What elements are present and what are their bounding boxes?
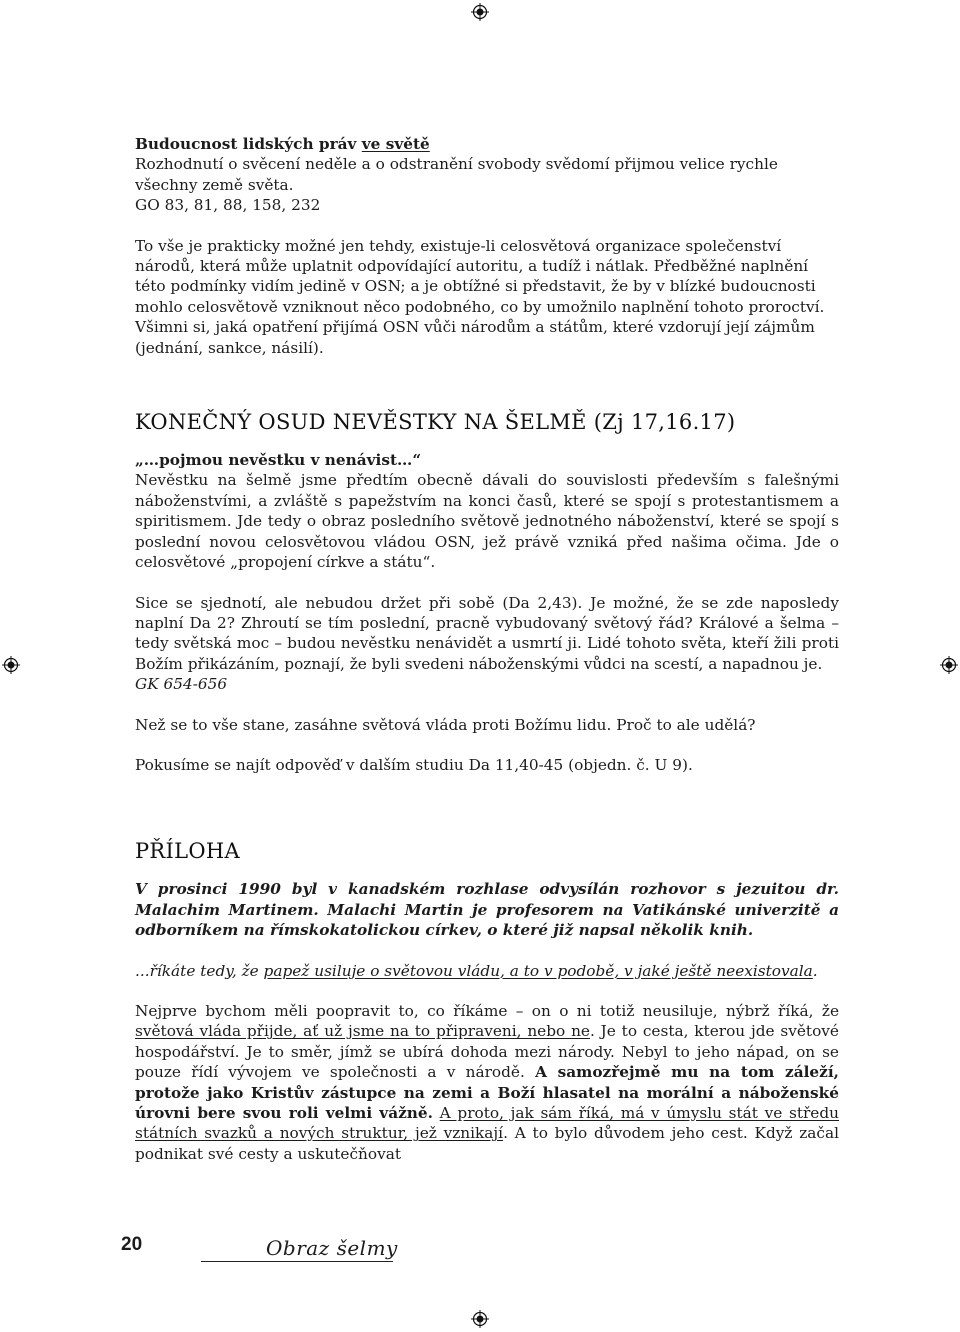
- registration-mark-top-icon: [471, 3, 489, 21]
- paragraph-sjednoti: Sice se sjednotí, ale nebudou držet při sobě (Da 2,43). Je možné, že se zde naposledy naplní Da 2? Zhroutí se tím poslední, pracně vybudovaný světový řád? Králové a šelma – tedy světská moc – budou nevěstku nenávidět a usmrtí ji. Lidé tohoto světa, kteří žili proti Božím přikázáním, poznají, že byli svedeni náboženskými vůdci na scestí, a napadnou je.: [135, 593, 839, 673]
- paragraph-nevestka: Nevěstku na šelmě jsme předtím obecně dávali do souvislosti především s falešnými náboženstvími, a zvláště s papežstvím na konci časů, které se spojí s protestantismem a spiritismem. Jde tedy o obraz posledního světově jednotného náboženství, které se spojí s poslední novou celosvětovou vládou OSN, jež právě vzniká před našima očima. Jde o celosvětové „propojení církve a státu“.: [135, 471, 839, 572]
- footer-rule: [201, 1261, 393, 1262]
- registration-mark-bottom-icon: [471, 1310, 489, 1328]
- statement: Rozhodnutí o svěcení neděle a o odstranění svobody svědomí přijmou velice rychle všechny země světa.: [135, 155, 778, 194]
- paragraph-osn: To vše je prakticky možné jen tehdy, existuje-li celosvětová organizace společenství národů, která může uplatnit odpovídající autoritu, a tudíž i nátlak. Předběžné naplnění této podmínky vidím jedině v OSN; a je obtížné si představit, že by v blízké budoucnosti mohlo celosvětově vzniknout něco podobného, co by umožnilo naplnění tohoto proroctví. Všimni si, jaká opatření přijímá OSN vůči národům a státům, které vzdorují její zájmům (jednání, sankce, násilí).: [135, 236, 825, 357]
- heading-konecny-osud: KONEČNÝ OSUD NEVĚSTKY NA ŠELMĚ (Zj 17,16.17): [135, 410, 736, 435]
- paragraph-odpoved: Pokusíme se najít odpověď v dalším studiu Da 11,40-45 (objedn. č. U 9).: [135, 755, 693, 774]
- reference: GO 83, 81, 88, 158, 232: [135, 196, 321, 215]
- registration-mark-left-icon: [2, 656, 20, 674]
- registration-mark-right-icon: [940, 656, 958, 674]
- appendix-question: ...říkáte tedy, že papež usiluje o světovou vládu, a to v podobě, v jaké ještě neexistovala.: [135, 961, 818, 980]
- page-content: [135, 134, 839, 1164]
- section-title-underlined: ve světě: [361, 135, 430, 153]
- paragraph-reference: GK 654-656: [135, 675, 228, 694]
- page-number: 20: [121, 1234, 143, 1255]
- running-title: Obraz šelmy: [266, 1236, 398, 1260]
- section-title: Budoucnost lidských práv ve světě: [135, 135, 430, 153]
- heading-priloha: PŘÍLOHA: [135, 839, 240, 864]
- page-footer: [121, 1234, 401, 1274]
- paragraph-svetova-vlada: Než se to vše stane, zasáhne světová vláda proti Božímu lidu. Proč to ale udělá?: [135, 715, 756, 734]
- appendix-intro: V prosinci 1990 byl v kanadském rozhlase odvysílán rozhovor s jezuitou dr. Malachim Martinem. Malachi Martin je profesorem na Vatikánské univerzitě a odborníkem na římskokatolickou církev, o které již napsal několik knih.: [135, 880, 839, 940]
- quote: „…pojmou nevěstku v nenávist…“: [135, 451, 422, 470]
- appendix-answer: Nejprve bychom měli poopravit to, co říkáme – on o ni totiž neusiluje, nýbrž říká, že světová vláda přijde, ať už jsme na to připraveni, nebo ne. Je to cesta, kterou jde světové hospodářství. Je to směr, jímž se ubírá dohoda mezi národy. Nebyl to jeho nápad, on se pouze řídí vývojem ve společnosti a v národě. A samozřejmě mu na tom záleží, protože jako Kristův zástupce na zemi a Boží hlasatel na morální a náboženské úrovni bere svou roli velmi vážně. A proto, jak sám říká, má v úmyslu stát ve středu státních svazků a nových struktur, jež vznikají. A to bylo důvodem jeho cest. Když začal podnikat své cesty a uskutečňovat: [135, 1001, 839, 1163]
